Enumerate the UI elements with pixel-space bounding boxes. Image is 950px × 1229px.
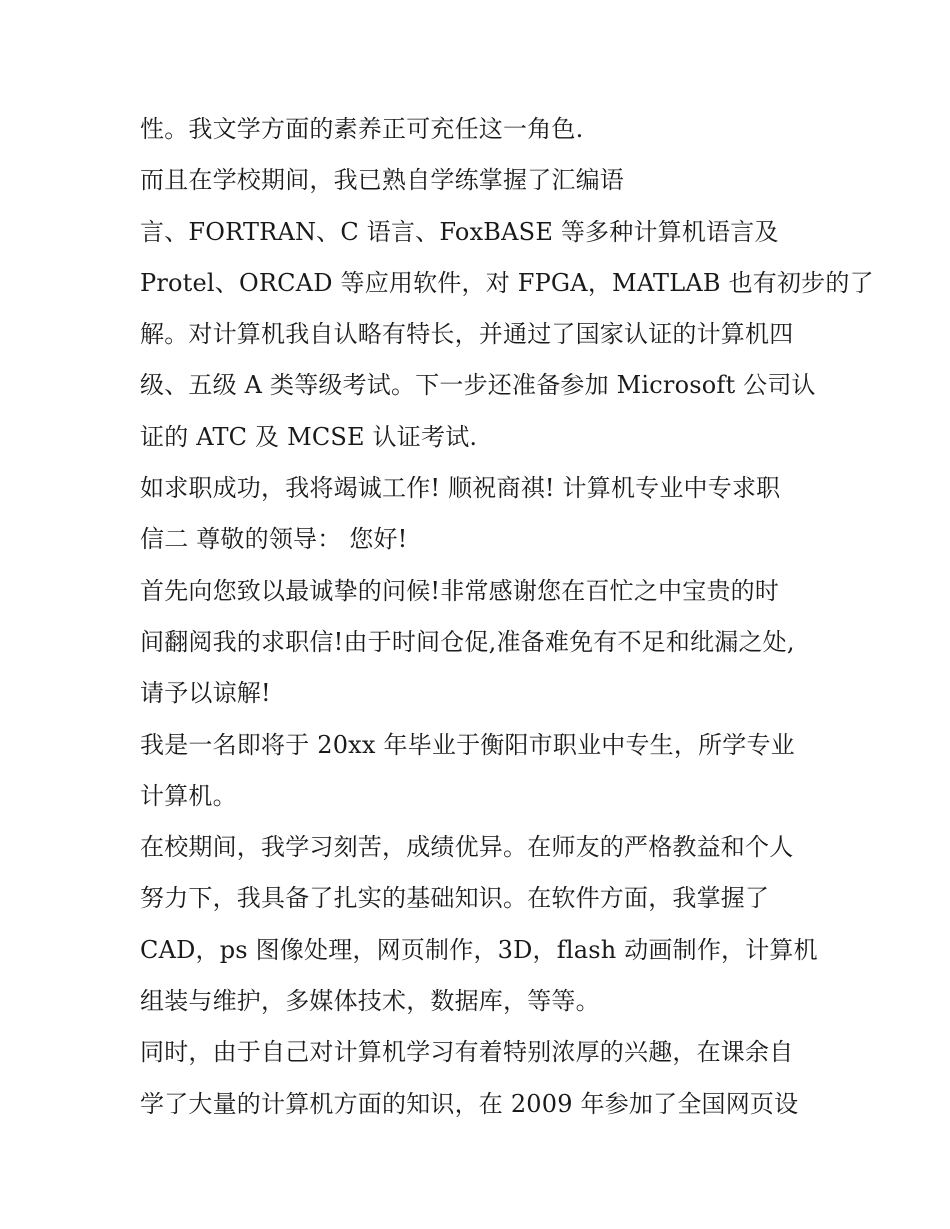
- text-line: 言、FORTRAN、C 语言、FoxBASE 等多种计算机语言及: [140, 217, 779, 246]
- text-line: 组装与维护，多媒体技术，数据库，等等。: [140, 987, 600, 1016]
- text-line: 在校期间，我学习刻苦，成绩优异。在师友的严格教益和个人: [140, 833, 794, 862]
- text-line: 我是一名即将于 20xx 年毕业于衡阳市职业中专生，所学专业: [140, 730, 795, 759]
- text-line: 而且在学校期间，我已熟自学练掌握了汇编语: [140, 166, 624, 195]
- text-line: 信二 尊敬的领导： 您好!: [140, 525, 408, 554]
- text-line: CAD，ps 图像处理，网页制作，3D，flash 动画制作，计算机: [140, 935, 818, 964]
- text-line: 解。对计算机我自认略有特长，并通过了国家认证的计算机四: [140, 320, 794, 349]
- text-line: 计算机。: [140, 781, 237, 810]
- text-line: 学了大量的计算机方面的知识，在 2009 年参加了全国网页设: [140, 1089, 799, 1118]
- text-line: 首先向您致以最诚挚的问候!非常感谢您在百忙之中宝贵的时: [140, 576, 780, 605]
- text-line: 间翻阅我的求职信!由于时间仓促,准备难免有不足和纰漏之处,: [140, 627, 795, 656]
- text-line: 证的 ATC 及 MCSE 认证考试.: [140, 422, 478, 451]
- text-line: 级、五级 A 类等级考试。下一步还准备参加 Microsoft 公司认: [140, 371, 816, 400]
- text-line: Protel、ORCAD 等应用软件，对 FPGA，MATLAB 也有初步的了: [140, 268, 874, 297]
- text-line: 请予以谅解!: [140, 679, 271, 708]
- text-line: 同时，由于自己对计算机学习有着特别浓厚的兴趣，在课余自: [140, 1038, 794, 1067]
- text-line: 如求职成功，我将竭诚工作! 顺祝商祺! 计算机专业中专求职: [140, 474, 781, 503]
- text-line: 性。我文学方面的素养正可充任这一角色.: [140, 115, 584, 143]
- document-body: [140, 104, 874, 1130]
- text-line: 努力下，我具备了扎实的基础知识。在软件方面，我掌握了: [140, 884, 770, 913]
